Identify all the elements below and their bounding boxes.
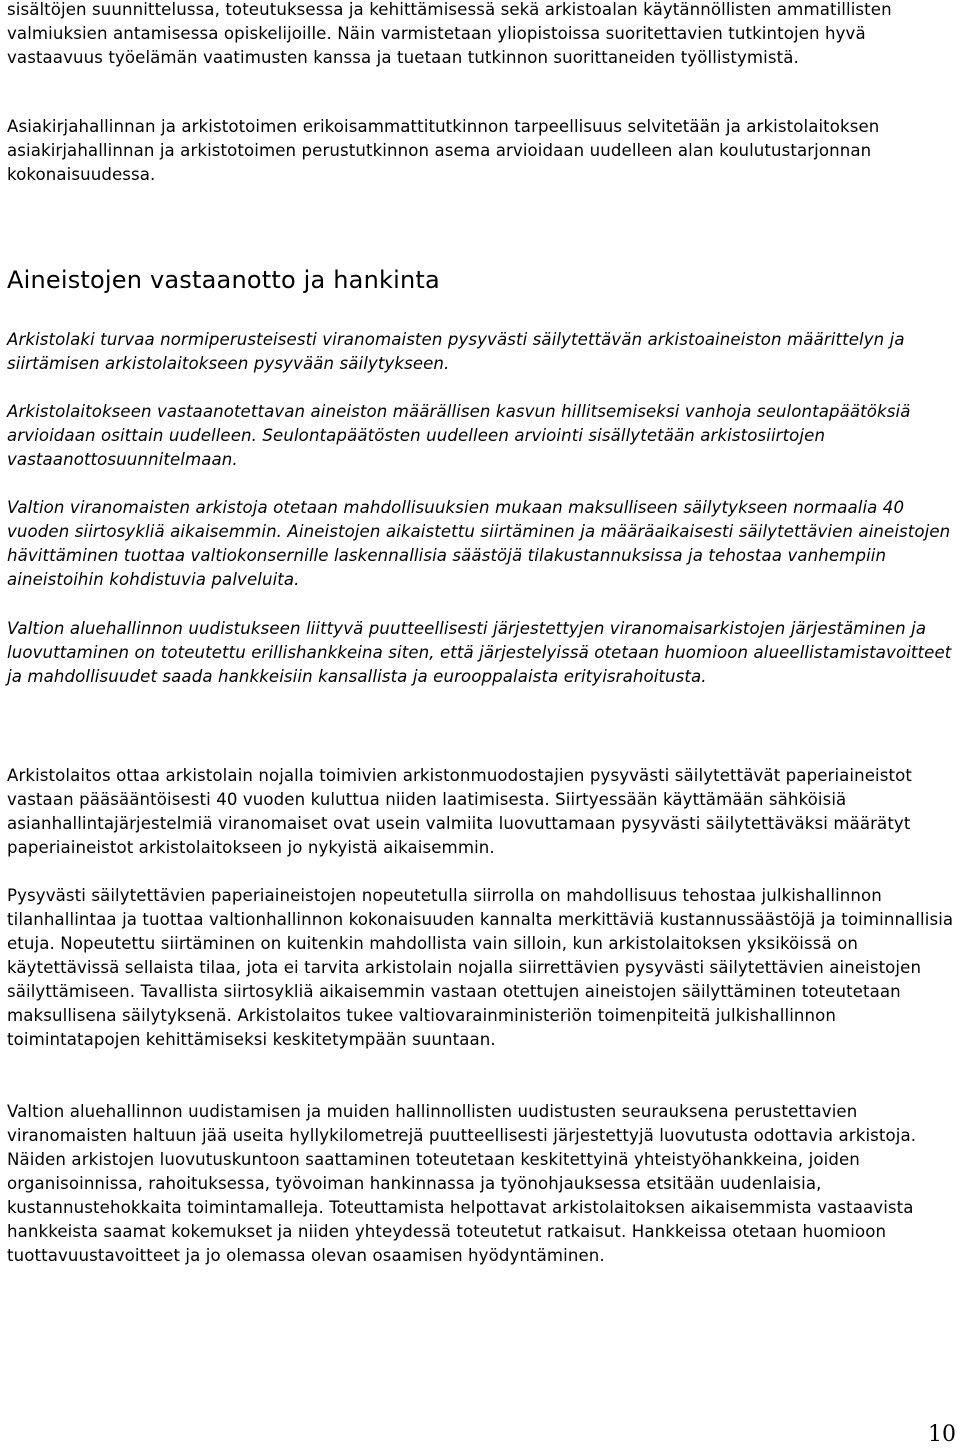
paragraph-specialist-qualification: Asiakirjahallinnan ja arkistotoimen erikoisammattitutkinnon tarpeellisuus selvitetään ja arkistolaitoksen asiakirjahallinnan ja arkistotoimen perustutkinnon asema arvioidaan uudelleen alan koulutustarjonnan kokonaisuudessa. — [7, 117, 880, 184]
paragraph-regional-reform: Valtion aluehallinnon uudistukseen liittyvä puutteellisesti järjestettyjen viranomaisarkistojen järjestäminen ja luovuttaminen on toteutettu erillishankkeina siten, että järjestelyissä otetaan huomioon alueellistamistavoitteet ja mahdollisuudet saada hankkeisiin kansallista ja eurooppalaista erityisrahoitusta. — [7, 619, 952, 686]
page-number: 10 — [928, 1422, 956, 1447]
paragraph-transfer-cycle: Arkistolaitos ottaa arkistolain nojalla toimivien arkistonmuodostajien pysyvästi säilytettävät paperiaineistot vastaan pääsääntöisesti 40 vuoden kuluttua niiden laatimisesta. Siirtyessään käyttämään sähköisiä asianhallintajärjestelmiä viranomaiset ovat usein valmiita luovuttamaan pysyvästi säilytettäväksi määrätyt paperiaineistot arkistolaitokseen jo nykyistä aikaisemmin. — [7, 766, 912, 857]
section-heading: Aineistojen vastaanotto ja hankinta — [7, 266, 440, 294]
paragraph-state-agency-archives: Valtion viranomaisten arkistoja otetaan mahdollisuuksien mukaan maksulliseen säilytykseen normaalia 40 vuoden siirtosykliä aikaisemmin. Aineistojen aikaistettu siirtäminen ja määräaikaisesti säilytettävien aineistojen hävittäminen tuottaa valtiokonsernille laskennallisia säästöjä tilakustannuksissa ja tehostaa vanhempiin aineistoihin kohdistuvia palveluita. — [7, 498, 951, 589]
paragraph-unorganized-archives: Valtion aluehallinnon uudistamisen ja muiden hallinnollisten uudistusten seurauksena perustettavien viranomaisten haltuun jää useita hyllykilometrejä puutteellisesti järjestettyjä luovutusta odottavia arkistoja. Näiden arkistojen luovutuskuntoon saattaminen toteutetaan keskitettyinä yhteistyöhankkeina, joiden organisoinnissa, rahoituksessa, työvoiman hankinnassa ja työnohjauksessa etsitään uudenlaisia, kustannustehokkaita toimintamalleja. Toteuttamista helpottavat arkistolaitoksen aikaisemmista vastaavista hankkeista saamat kokemukset ja niiden yhteydessä toteutetut ratkaisut. Hankkeissa otetaan huomioon tuottavuustavoitteet ja jo olemassa olevan osaamisen hyödyntäminen. — [7, 1102, 917, 1265]
paragraph-appraisal-decisions: Arkistolaitokseen vastaanotettavan aineiston määrällisen kasvun hillitsemiseksi vanhoja seulontapäätöksiä arvioidaan osittain uudelleen. Seulontapäätösten uudelleen arviointi sisällytetään arkistosiirtojen vastaanottosuunnitelmaan. — [7, 402, 911, 469]
paragraph-intro-continuation: sisältöjen suunnittelussa, toteutuksessa ja kehittämisessä sekä arkistoalan käytännöllisten ammatillisten valmiuksien antamisessa opiskelijoille. Näin varmistetaan yliopistoissa suoritettavien tutkintojen hyvä vastaavuus työelämän vaatimusten kanssa ja tuetaan tutkinnon suorittaneiden työllistymistä. — [7, 0, 892, 67]
paragraph-archive-law: Arkistolaki turvaa normiperusteisesti viranomaisten pysyvästi säilytettävän arkistoaineiston määrittelyn ja siirtämisen arkistolaitokseen pysyvään säilytykseen. — [7, 330, 905, 373]
paragraph-accelerated-transfer: Pysyvästi säilytettävien paperiaineistojen nopeutetulla siirrolla on mahdollisuus tehostaa julkishallinnon tilanhallintaa ja tuottaa valtionhallinnon kokonaisuuden kannalta merkittäviä kustannussäästöjä ja toiminnallisia etuja. Nopeutettu siirtäminen on kuitenkin mahdollista vain silloin, kun arkistolaitoksen yksiköissä on käytettävissä sellaista tilaa, jota ei tarvita arkistolain nojalla siirrettävien pysyvästi säilytettävien aineistojen säilyttämiseen. Tavallista siirtosykliä aikaisemmin vastaan otettujen aineistojen säilyttäminen toteutetaan maksullisena säilytyksenä. Arkistolaitos tukee valtiovarainministeriön toimenpiteitä julkishallinnon toimintatapojen kehittämiseksi keskitetympään suuntaan. — [7, 886, 954, 1049]
